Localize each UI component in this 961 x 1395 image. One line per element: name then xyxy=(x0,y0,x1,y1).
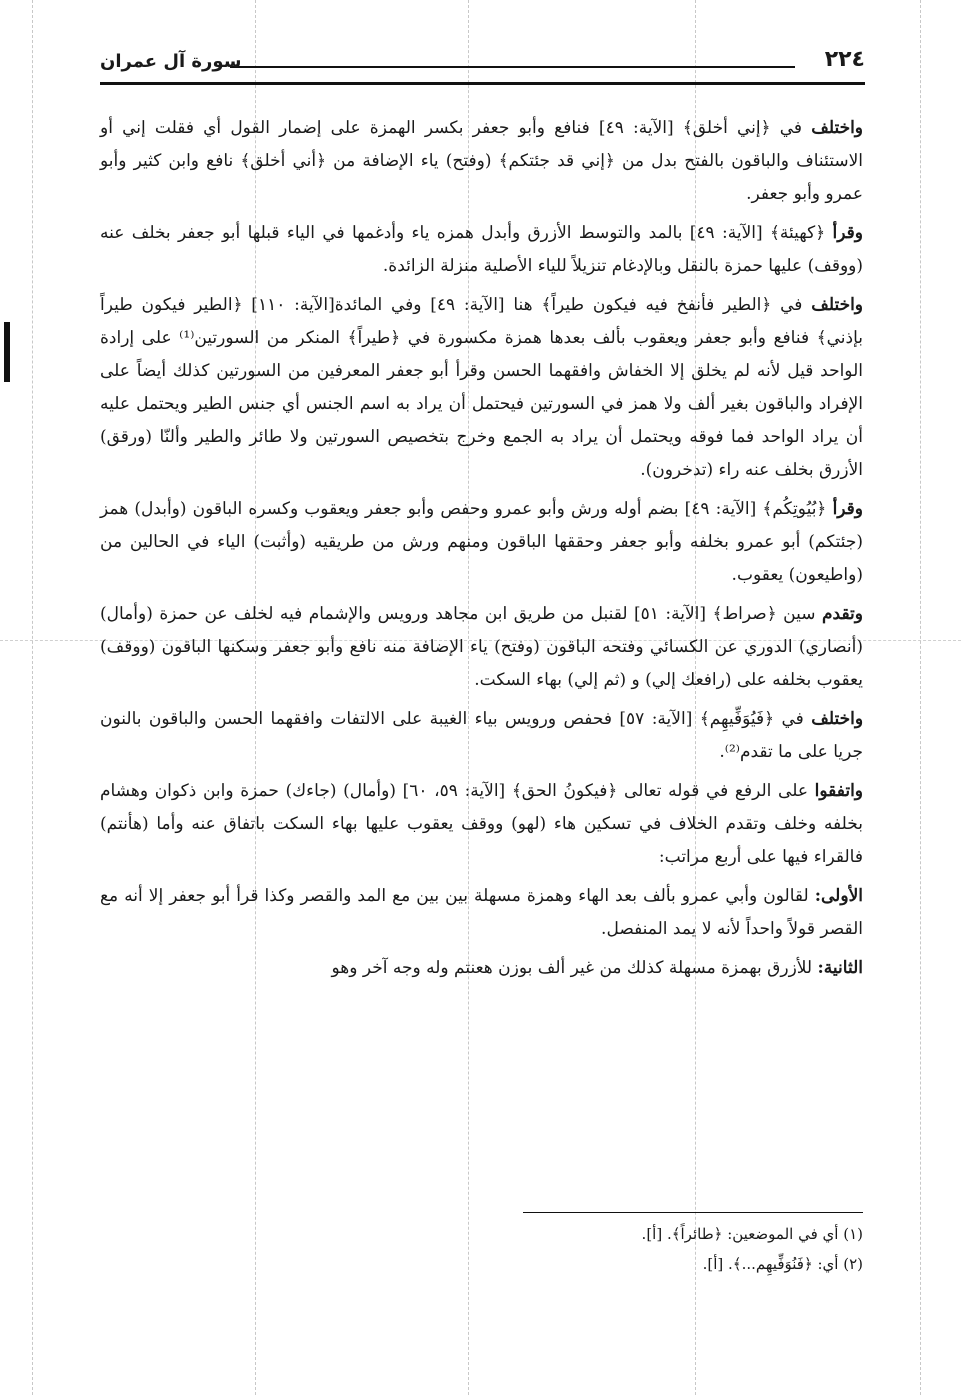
margin-mark xyxy=(4,322,10,382)
page-number: ٢٢٤ xyxy=(824,47,865,72)
paragraph-lead: وقرأ xyxy=(832,223,863,243)
header-divider xyxy=(100,82,865,85)
scan-guide-line xyxy=(32,0,33,1395)
paragraph xyxy=(100,598,863,697)
footnote: (٢) أي: ﴿فَنُوَفِّيهِم...﴾. [أ]. xyxy=(702,1255,863,1273)
paragraph xyxy=(100,112,863,211)
paragraph xyxy=(100,493,863,592)
paragraph-text: سين ﴿صراط﴾ [الآية: ٥١] لقنبل من طريق ابن مجاهد ورويس والإشمام فيه لخلف عن حمزة (وأمال) (أنصاري) الدوري عن الكسائي وفتحه الباقون (وفتح) ياء الإضافة منه نافع وأبو جعفر وسكنها الباقون (ووقف) يعقوب بخلفه على (رافعك إلي) و (ثم إلي) بهاء السكت. xyxy=(100,604,863,690)
paragraph-text: في ﴿الطير فأنفخ فيه فيكون طيراً﴾ هنا [الآية: ٤٩] وفي المائدة[الآية: ١١٠] ﴿الطير فيكون طيراً بإذني﴾ فنافع وأبو جعفر ويعقوب بألف بعدها همزة مكسورة في ﴿طيراً﴾ المنكر من السورتين⁽¹⁾ على إرادة الواحد قيل لأنه لم يخلق إلا الخفاش وافقهما الحسن وقرأ أبو جعفر المعرفين من السورتين كذلك أيضاً على الإفراد والباقون بغير ألف ولا همز في السورتين فيحتمل أن يراد به اسم الجنس أي جنس الطير ويحتمل عليه أن يراد الواحد فما فوقه ويحتمل أن يراد به الجمع وخرج بتخصيص السورتين ولا طائر والطير وألنّا (ورقق) الأزرق بخلف عنه راء (تدخرون). xyxy=(100,295,863,480)
footnote-separator xyxy=(523,1212,863,1213)
paragraph xyxy=(100,952,863,985)
paragraph-lead: وتقدم xyxy=(822,604,863,624)
paragraph-text: في ﴿فَيُوَفِّيهِم﴾ [الآية: ٥٧] فحفص ورويس بياء الغيبة على الالتفات وافقهما الحسن والباقون بالنون جريا على ما تقدم⁽²⁾. xyxy=(100,709,863,762)
paragraph-lead: واختلف xyxy=(811,709,864,729)
paragraph xyxy=(100,289,863,487)
paragraph-lead: الثانية: xyxy=(817,958,863,978)
running-title: سورة آل عمران xyxy=(100,51,242,72)
paragraph xyxy=(100,703,863,769)
main-text xyxy=(100,112,863,991)
paragraph xyxy=(100,775,863,874)
page-header xyxy=(100,44,865,86)
paragraph-text: للأزرق بهمزة مسهلة كذلك من غير ألف بوزن هعنتم وله وجه آخر وهو xyxy=(331,958,813,978)
paragraph-lead: واتفقوا xyxy=(814,781,864,801)
footnotes xyxy=(100,1212,863,1279)
paragraph-lead: وقرأ xyxy=(832,499,864,519)
paragraph-lead: واختلف xyxy=(811,295,864,315)
paragraph-text: في ﴿إني أخلق﴾ [الآية: ٤٩] فنافع وأبو جعفر بكسر الهمزة على إضمار القول أي فقلت إني أو الاستئناف والباقون بالفتح بدل من ﴿إني قد جئتكم﴾ (وفتح) ياء الإضافة من ﴿أني أخلق﴾ نافع وابن كثير وأبو عمرو وأبو جعفر. xyxy=(100,118,863,204)
paragraph xyxy=(100,217,863,283)
paragraph-lead: الأولى: xyxy=(814,886,863,906)
scan-guide-line xyxy=(920,0,921,1395)
footnote: (١) أي في الموضعين: ﴿طائراً﴾. [أ]. xyxy=(641,1225,863,1243)
paragraph-lead: واختلف xyxy=(811,118,864,138)
paragraph-text: ﴿كهيئة﴾ [الآية: ٤٩] بالمد والتوسط الأزرق وأبدل همزه ياء وأدغمها في الياء قبلها أبو جعفر بخلف عنه (ووقف) عليها حمزة بالنقل وبالإدغام تنزيلاً للياء الأصلية منزلة الزائدة. xyxy=(100,223,863,276)
header-rule xyxy=(230,66,795,68)
paragraph-text: ﴿بُيُوتِكُم﴾ [الآية: ٤٩] بضم أوله ورش وأبو عمرو وحفص وأبو جعفر ويعقوب وكسره الباقون (وأبدل) همز (جئتكم) أبو عمرو بخلفه وأبو جعفر وحققها الباقون ومنهم ورش من طريقيه (وأثبت) الياء في الحالين من (واطيعون) يعقوب. xyxy=(100,499,863,585)
paragraph xyxy=(100,880,863,946)
paragraph-text: على الرفع في قوله تعالى ﴿فيكونُ الحق﴾ [الآية: ٥٩، ٦٠] (وأمال) (جاءك) حمزة وابن ذكوان وهشام بخلفه وخلف وتقدم الخلاف في تسكين هاء (لهو) ووقف يعقوب عليها بهاء السكت باتفاق عنه وأما (هأنتم) فالقراء فيها على أربع مراتب: xyxy=(100,781,863,867)
paragraph-text: لقالون وأبي عمرو بألف بعد الهاء وهمزة مسهلة بين بين مع المد والقصر وكذا قرأ أبو جعفر إلا أنه مع القصر قولاً واحداً لأنه لا يمد المنفصل. xyxy=(100,886,863,939)
